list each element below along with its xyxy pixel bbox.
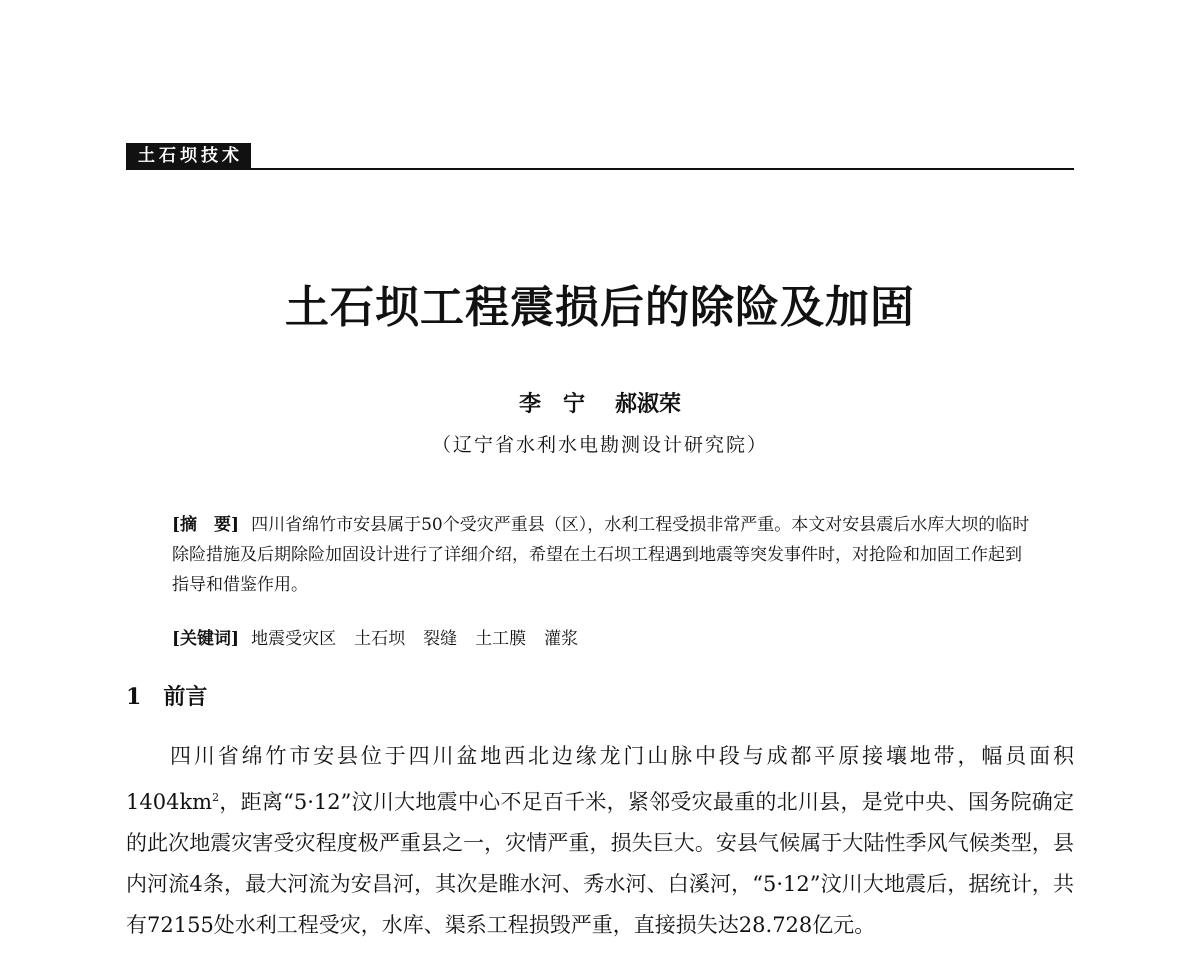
section-number: 1 <box>126 684 142 710</box>
keyword: 地震受灾区 <box>251 629 337 649</box>
section-heading <box>126 680 207 714</box>
author-name: 李 宁 <box>518 391 585 417</box>
author-line <box>0 388 1200 420</box>
author-affiliation: （辽宁省水利水电勘测设计研究院） <box>431 434 768 456</box>
author-name: 郝淑荣 <box>615 391 682 417</box>
abstract-label: [摘 要] <box>172 515 240 535</box>
section-tag <box>126 143 251 169</box>
article-title: 土石坝工程震损后的除险及加固 <box>285 282 915 333</box>
superscript: 2 <box>212 791 220 804</box>
abstract <box>172 510 1032 600</box>
keyword: 土石坝 <box>354 629 406 649</box>
keywords <box>172 624 1032 654</box>
body-text-part: ，距离“5·12”汶川大地震中心不足百千米，紧邻受灾最重的北川县，是党中央、国务院确定的此次地震灾害受灾程度极严重县之一，灾情严重，损失巨大。安县气候属于大陆性季风气候类型，县内河流4条，最大河流为安昌河，其次是睢水河、秀水河、白溪河，“5·12”汶川大地震后，据统计，共有72155处水利工程受灾，水库、渠系工程损毁严重，直接损失达28.728亿元。 <box>126 790 1074 937</box>
section-title: 前言 <box>163 684 208 710</box>
keyword: 裂缝 <box>423 629 458 649</box>
header-rule <box>126 168 1074 170</box>
section-tag-label: 土石坝技术 <box>126 143 251 169</box>
body-paragraph <box>126 736 1074 946</box>
keywords-label: [关键词] <box>172 629 240 649</box>
body-text-part: 四川省绵竹市安县位于四川盆地西北边缘龙门山脉中段与成都平原接壤地带，幅员面积1404km <box>126 744 1074 814</box>
abstract-text: 四川省绵竹市安县属于50个受灾严重县（区），水利工程受损非常严重。本文对安县震后水库大坝的临时除险措施及后期除险加固设计进行了详细介绍，希望在土石坝工程遇到地震等突发事件时，对抢险和加固工作起到指导和借鉴作用。 <box>172 515 1030 595</box>
keyword: 灌浆 <box>544 629 579 649</box>
keyword: 土工膜 <box>475 629 527 649</box>
